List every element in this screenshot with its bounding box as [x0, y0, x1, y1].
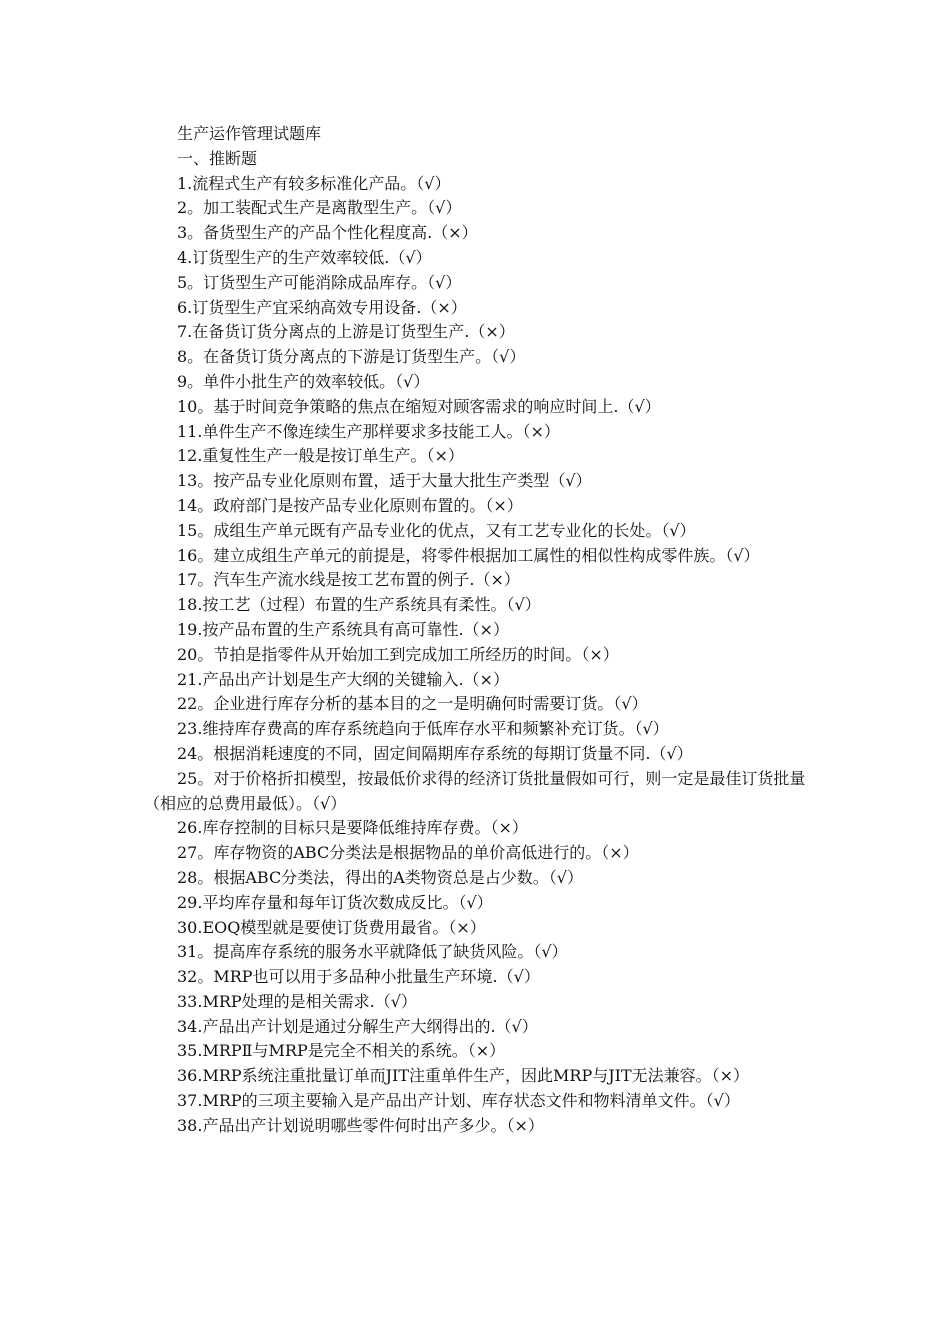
question-item: 9。单件小批生产的效率较低。（√） [177, 371, 430, 391]
question-item: 19.按产品布置的生产系统具有高可靠性.（×） [177, 619, 509, 639]
question-item: 20。节拍是指零件从开始加工到完成加工所经历的时间。（×） [177, 644, 619, 664]
question-item: 16。建立成组生产单元的前提是，将零件根据加工属性的相似性构成零件族。（√） [177, 545, 760, 565]
document-body [144, 122, 824, 1139]
question-item: 10。基于时间竞争策略的焦点在缩短对顾客需求的响应时间上.（√） [177, 396, 661, 416]
question-item: 31。提高库存系统的服务水平就降低了缺货风险。（√） [177, 942, 568, 962]
question-item: 17。汽车生产流水线是按工艺布置的例子.（×） [177, 570, 520, 590]
question-item: 4.订货型生产的生产效率较低.（√） [177, 247, 432, 267]
question-item: 34.产品出产计划是通过分解生产大纲得出的.（√） [177, 1016, 538, 1036]
question-list [144, 172, 824, 1139]
question-item: 23.维持库存费高的库存系统趋向于低库存水平和频繁补充订货。（√） [177, 719, 669, 739]
question-item: 28。根据ABC分类法，得出的A类物资总是占少数。（√） [177, 867, 583, 887]
question-item: 29.平均库存量和每年订货次数成反比。（√） [177, 892, 493, 912]
question-item: 7.在备货订货分离点的上游是订货型生产.（×） [177, 322, 515, 342]
question-item: 35.MRPⅡ与MRP是完全不相关的系统。（×） [177, 1041, 506, 1061]
document-title: 生产运作管理试题库 [177, 124, 322, 143]
question-item: 13。按产品专业化原则布置，适于大量大批生产类型（√） [177, 471, 592, 491]
question-item: 22。企业进行库存分析的基本目的之一是明确何时需要订货。（√） [177, 694, 648, 714]
question-item: 30.EOQ模型就是要使订货费用最省。（×） [177, 917, 486, 937]
question-item: 8。在备货订货分离点的下游是订货型生产。（√） [177, 347, 526, 367]
question-item: 11.单件生产不像连续生产那样要求多技能工人。（×） [177, 421, 560, 441]
question-item: 32。MRP也可以用于多品种小批量生产环境.（√） [177, 967, 540, 987]
question-item: 25。对于价格折扣模型，按最低价求得的经济订货批量假如可行，则一定是最佳订货批量（相应的总费用最低）。（√） [144, 768, 806, 813]
question-item: 37.MRP的三项主要输入是产品出产计划、库存状态文件和物料清单文件。（√） [177, 1091, 740, 1111]
question-item: 18.按工艺（过程）布置的生产系统具有柔性。（√） [177, 595, 541, 615]
question-item: 12.重复性生产一般是按订单生产。（×） [177, 446, 464, 466]
question-item: 5。订货型生产可能消除成品库存。（√） [177, 272, 462, 292]
question-item: 27。库存物资的ABC分类法是根据物品的单价高低进行的。（×） [177, 843, 639, 863]
section-heading: 一、推断题 [177, 148, 258, 168]
question-item: 15。成组生产单元既有产品专业化的优点，又有工艺专业化的长处。（√） [177, 520, 696, 540]
question-item: 6.订货型生产宜采纳高效专用设备.（×） [177, 297, 467, 317]
question-item: 21.产品出产计划是生产大纲的关键输入.（×） [177, 669, 509, 689]
question-item: 3。备货型生产的产品个性化程度高.（×） [177, 223, 478, 243]
question-item: 33.MRP处理的是相关需求.（√） [177, 991, 417, 1011]
question-item: 1.流程式生产有较多标准化产品。（√） [177, 173, 451, 193]
question-item: 2。加工装配式生产是离散型生产。（√） [177, 198, 462, 218]
question-item: 24。根据消耗速度的不同，固定间隔期库存系统的每期订货量不同.（√） [177, 743, 693, 763]
question-item: 36.MRP系统注重批量订单而JIT注重单件生产，因此MRP与JIT无法兼容。（×） [177, 1066, 750, 1086]
question-item: 38.产品出产计划说明哪些零件何时出产多少。（×） [177, 1115, 544, 1135]
question-item: 14。政府部门是按产品专业化原则布置的。（×） [177, 495, 523, 515]
question-item: 26.库存控制的目标只是要降低维持库存费。（×） [177, 818, 528, 838]
